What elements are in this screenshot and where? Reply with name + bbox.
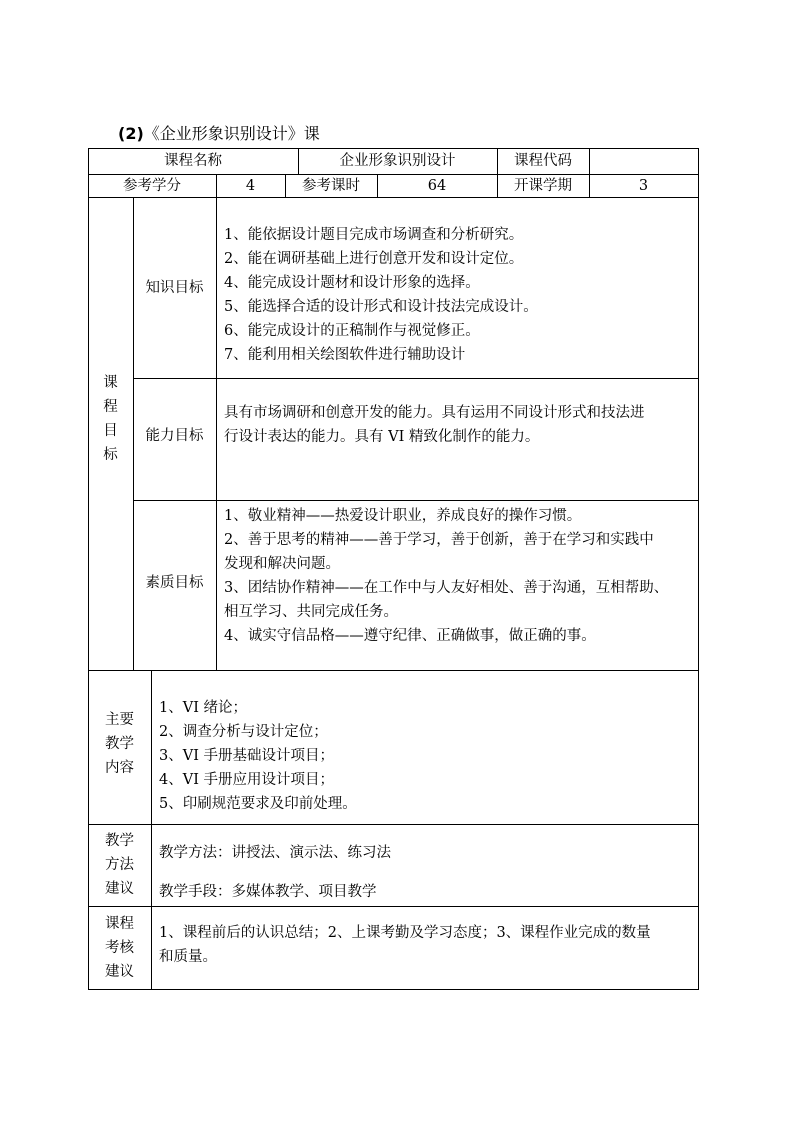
col-divider: [151, 670, 152, 989]
ability-goals-label: 能力目标: [145, 428, 204, 444]
ability-goal-line: 行设计表达的能力。具有 VI 精致化制作的能力。: [224, 429, 540, 445]
quality-goal-line: 发现和解决问题。: [224, 556, 340, 572]
course-name-value: 企业形象识别设计: [339, 153, 456, 169]
assessment-label: [88, 906, 151, 989]
teaching-method-label-line: 方法: [105, 857, 134, 873]
assessment-line: 和质量。: [159, 949, 217, 965]
course-goals-label: [88, 197, 133, 670]
table-right-border: [698, 148, 699, 990]
knowledge-goal-item: 5、能选择合适的设计形式和设计技法完成设计。: [224, 299, 538, 315]
quality-goal-line: 1、敬业精神——热爱设计职业，养成良好的操作习惯。: [224, 508, 582, 524]
knowledge-goals-label: 知识目标: [145, 279, 204, 296]
knowledge-goals-list: [224, 223, 694, 367]
quality-goal-line: 4、诚实守信品格——遵守纪律、正确做事，做正确的事。: [224, 628, 596, 644]
assessment-label-line: 建议: [105, 963, 134, 980]
row-divider: [88, 906, 699, 907]
credit-value: 4: [245, 177, 256, 194]
teaching-content-label-line: 教学: [105, 736, 134, 752]
teaching-content-item: 3、VI 手册基础设计项目；: [159, 748, 335, 764]
teaching-content-label: [88, 670, 151, 824]
teaching-method-text: 教学方法：讲授法、演示法、练习法: [159, 845, 391, 861]
row-divider: [133, 500, 699, 501]
knowledge-goal-item: 4、能完成设计题材和设计形象的选择。: [224, 275, 480, 291]
row-divider: [88, 824, 699, 825]
course-goals-char: 目: [103, 422, 118, 439]
course-code-value: [589, 148, 698, 174]
teaching-method-label-line: 教学: [105, 833, 134, 849]
knowledge-goal-item: 7、能利用相关绘图软件进行辅助设计: [224, 347, 466, 363]
hours-label: 参考课时: [302, 177, 360, 194]
teaching-method-label: [88, 824, 151, 906]
credit-label: 参考学分: [123, 177, 181, 194]
assessment-line: 1、课程前后的认识总结；2、上课考勤及学习态度；3、课程作业完成的数量: [159, 925, 651, 941]
teaching-method-label-line: 建议: [105, 881, 134, 897]
row-divider: [88, 670, 699, 671]
col-divider: [216, 197, 217, 670]
ability-goal-line: 具有市场调研和创意开发的能力。具有运用不同设计形式和技法进: [224, 405, 645, 421]
knowledge-goal-item: 6、能完成设计的正稿制作与视觉修正。: [224, 323, 480, 339]
knowledge-goal-item: 2、能在调研基础上进行创意开发和设计定位。: [224, 251, 524, 267]
teaching-content-item: 4、VI 手册应用设计项目；: [159, 772, 335, 788]
hours-value: 64: [427, 177, 447, 194]
teaching-means-text: 教学手段：多媒体教学、项目教学: [159, 884, 377, 900]
teaching-content-item: 1、VI 绪论；: [159, 700, 248, 716]
knowledge-goal-item: 1、能依据设计题目完成市场调查和分析研究。: [224, 227, 524, 243]
course-name-label: 课程名称: [164, 153, 222, 169]
quality-goal-line: 2、善于思考的精神——善于学习，善于创新，善于在学习和实践中: [224, 532, 654, 548]
teaching-content-item: 2、调查分析与设计定位；: [159, 724, 328, 740]
ability-goals-text: [224, 401, 694, 451]
teaching-content-label-line: 主要: [105, 712, 134, 728]
course-goals-char: 程: [103, 398, 118, 415]
course-goals-char: 课: [103, 374, 118, 391]
quality-goal-line: 3、团结协作精神——在工作中与人友好相处、善于沟通，互相帮助、: [224, 580, 669, 596]
teaching-content-label-line: 内容: [105, 760, 134, 776]
assessment-text: [159, 921, 697, 971]
section-number: (2): [118, 124, 144, 143]
assessment-label-line: 课程: [105, 915, 134, 932]
quality-goals-text: [224, 504, 696, 654]
quality-goals-label: 素质目标: [145, 575, 204, 591]
row-divider: [133, 378, 699, 379]
term-value: 3: [638, 177, 649, 194]
table-bottom-border: [88, 989, 699, 990]
course-goals-char: 标: [103, 446, 118, 463]
course-code-label: 课程代码: [514, 153, 572, 169]
assessment-label-line: 考核: [105, 939, 134, 956]
teaching-content-list: [159, 696, 694, 820]
section-title: 《企业形象识别设计》课: [143, 124, 320, 143]
term-label: 开课学期: [514, 177, 572, 194]
teaching-content-item: 5、印刷规范要求及印前处理。: [159, 796, 357, 812]
quality-goal-line: 相互学习、共同完成任务。: [224, 604, 398, 620]
